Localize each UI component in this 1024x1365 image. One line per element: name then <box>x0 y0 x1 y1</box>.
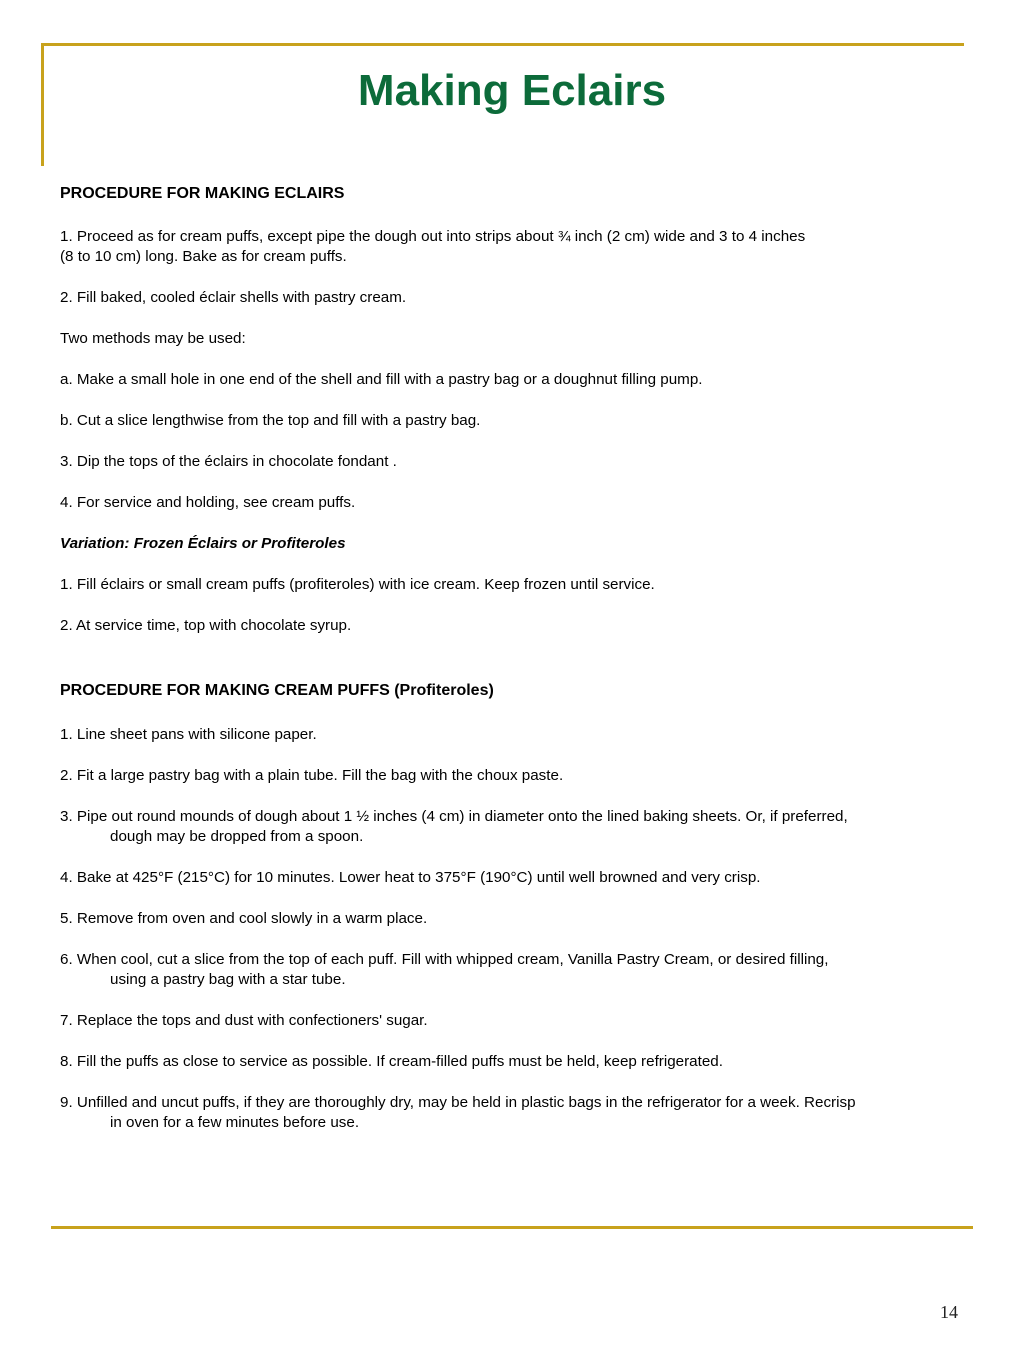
cream-puffs-step-7: 7. Replace the tops and dust with confectioners' sugar. <box>60 1012 428 1029</box>
cream-puffs-step-4: 4. Bake at 425°F (215°C) for 10 minutes. Lower heat to 375°F (190°C) until well browned and very crisp. <box>60 869 761 886</box>
method-b: b. Cut a slice lengthwise from the top and fill with a pastry bag. <box>60 412 481 429</box>
eclairs-step-1-line-1: 1. Proceed as for cream puffs, except pipe the dough out into strips about ¾ inch (2 cm) wide and 3 to 4 inches <box>60 228 806 245</box>
cream-puffs-step-6-line-1: 6. When cool, cut a slice from the top of each puff. Fill with whipped cream, Vanilla Pastry Cream, or desired filling, <box>60 951 829 968</box>
cream-puffs-heading: PROCEDURE FOR MAKING CREAM PUFFS (Profiteroles) <box>60 682 494 699</box>
method-a: a. Make a small hole in one end of the shell and fill with a pastry bag or a doughnut filling pump. <box>60 371 703 388</box>
variation-step-1: 1. Fill éclairs or small cream puffs (profiteroles) with ice cream. Keep frozen until service. <box>60 576 655 593</box>
variation-step-2: 2. At service time, top with chocolate syrup. <box>60 617 352 634</box>
cream-puffs-step-1: 1. Line sheet pans with silicone paper. <box>60 726 317 743</box>
cream-puffs-step-6-line-2: using a pastry bag with a star tube. <box>110 971 346 988</box>
page-title: Making Eclairs <box>357 66 667 115</box>
eclairs-heading: PROCEDURE FOR MAKING ECLAIRS <box>60 185 345 202</box>
eclairs-step-3: 3. Dip the tops of the éclairs in chocolate fondant . <box>60 453 397 470</box>
eclairs-step-2: 2. Fill baked, cooled éclair shells with pastry cream. <box>60 289 407 306</box>
eclairs-step-4: 4. For service and holding, see cream puffs. <box>60 494 356 511</box>
cream-puffs-step-9-line-1: 9. Unfilled and uncut puffs, if they are thoroughly dry, may be held in plastic bags in the refrigerator for a week. Recrisp <box>60 1094 856 1111</box>
bottom-rule <box>51 1226 973 1229</box>
cream-puffs-step-9-line-2: in oven for a few minutes before use. <box>110 1114 360 1131</box>
cream-puffs-step-3-line-1: 3. Pipe out round mounds of dough about 1 ½ inches (4 cm) in diameter onto the lined baking sheets. Or, if preferred, <box>60 808 848 825</box>
cream-puffs-step-8: 8. Fill the puffs as close to service as possible. If cream-filled puffs must be held, keep refrigerated. <box>60 1053 723 1070</box>
methods-intro: Two methods may be used: <box>60 330 246 347</box>
variation-heading: Variation: Frozen Éclairs or Profiteroles <box>60 535 346 552</box>
cream-puffs-step-5: 5. Remove from oven and cool slowly in a warm place. <box>60 910 428 927</box>
frame-top-rule <box>41 43 964 46</box>
cream-puffs-step-3-line-2: dough may be dropped from a spoon. <box>110 828 364 845</box>
cream-puffs-step-2: 2. Fit a large pastry bag with a plain tube. Fill the bag with the choux paste. <box>60 767 564 784</box>
page-number: 14 <box>940 1302 958 1322</box>
eclairs-step-1-line-2: (8 to 10 cm) long. Bake as for cream puffs. <box>60 248 347 265</box>
